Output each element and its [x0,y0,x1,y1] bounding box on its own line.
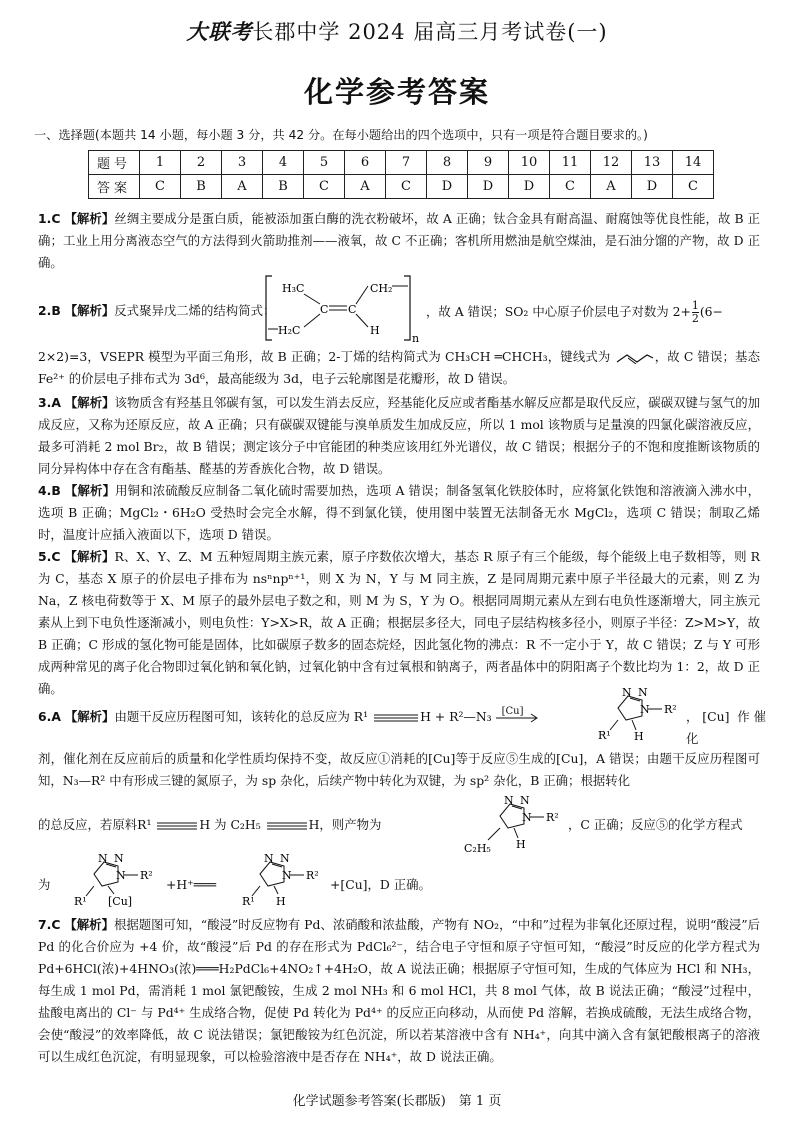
h-bottom-label: H [370,324,380,337]
n-label: N [282,869,292,882]
answer-cell: A [222,175,263,199]
question-text: R、X、Y、Z、M 五种短周期主族元素，原子序数依次增大，基态 R 原子有三个能级，每个能级上电子数相等，则 R 为 C，基态 X 原子的价层电子排布为 nsⁿnpⁿ⁺¹，则 X 为 N，Y 与 M 同主族，Z 是同周期元素中原子半径最大的元素，则 Z 为 Na，Z 核电荷数等于 X、M 原子的最外层电子数之和，则 M 为 S，Y 为 O。根据同周期元素从左到右电负性逐渐增大，同主族元素从上到下电负性逐渐减小，则电负性：Y>X>R，故 A 正确；根据层多径大，同电子层结构核多径小，则原子半径：Z>M>Y，故 B 正确；C 形成的氢化物可能是固体，比如碳原子数多的固态烷烃，因此氢化物的沸点：R 不一定小于 Y，故 C 错误；Z 与 Y 可形成两种常见的离子化合物即过氧化钠和氧化钠，过氧化钠中含有过氧根和钠离子，两者晶体中的阴阳离子个数比均为 1：2，故 D 正确。 [38,549,760,696]
r2-label: R² [306,869,319,882]
h3c-top-label: H₃C [282,282,305,295]
cu-label: [Cu] [108,895,133,908]
question-2-body [38,346,760,390]
question-number-cell: 6 [345,151,386,175]
page-footer: 化学试题参考答案(长郡版) 第 1 页 [292,1094,502,1109]
question-6-line4-end [330,874,530,896]
r1-label: R¹ [242,895,255,908]
n-label: N [504,794,514,807]
question-text: (6− [699,304,723,319]
question-number-cell: 13 [632,151,673,175]
row-label: 答案 [89,175,140,199]
question-number: 3.A [38,395,61,410]
question-text: ，[Cu] 作催化 [686,709,766,746]
triazole-cu-intermediate-structure [64,848,164,908]
question-7 [38,914,760,1068]
n-subscript: n [412,332,420,344]
n-label: N [522,811,532,824]
h-label: H [634,730,644,742]
answer-table [88,150,714,199]
answer-cell: C [304,175,345,199]
question-text: 由题干反应历程图可知，该转化的总反应为 R¹ [114,709,369,724]
question-4 [38,480,760,546]
c-left-label: C [320,303,329,316]
answer-cell: C [550,175,591,199]
answer-cell: C [140,175,181,199]
h2c-bottom-label: H₂C [278,324,301,337]
arrow-icon [496,711,540,725]
question-number-cell: 1 [140,151,181,175]
question-6-line3-cont [568,814,768,836]
r1-label: R¹ [598,729,611,742]
question-number: 5.C [38,549,61,564]
n-label: N [280,852,290,865]
question-number-cell: 12 [591,151,632,175]
triple-bond-icon [265,821,309,831]
exam-header [0,16,794,46]
question-number-cell: 11 [550,151,591,175]
question-number-cell: 4 [263,151,304,175]
h-label: H [276,895,286,908]
question-2-cont [426,300,766,325]
fraction [692,300,699,325]
question-text: ，故 A 错误；SO₂ 中心原子价层电子对数为 2+ [426,304,691,319]
question-5 [38,546,760,700]
fraction-numerator: 1 [691,299,699,312]
n-label: N [98,852,108,865]
question-text: H + R²—N₃ [420,709,492,724]
n-label: N [114,852,124,865]
triazole-product-structure-1 [588,686,684,742]
catalyst-label: [Cu] [501,705,524,717]
question-text: ，故 C 错误；基态 Fe²⁺ 的价层电子排布式为 3d⁶，最高能级为 3d，电子云轮廓图是花瓣形，故 D 错误。 [38,349,760,386]
triple-bond-icon [155,821,199,831]
question-number: 2.B [38,303,61,318]
polyisoprene-structure [262,272,422,344]
question-number: 6.A [38,709,61,724]
answer-cell: D [509,175,550,199]
n-label: N [116,869,126,882]
answer-cell: A [591,175,632,199]
table-row [89,175,714,199]
question-number-cell: 3 [222,151,263,175]
question-number-cell: 14 [673,151,714,175]
n-label: N [622,686,632,699]
question-text: H，则产物为 [308,817,382,832]
question-number: 1.C [38,211,61,226]
analysis-tag: 【解析】 [64,917,114,932]
question-text: 为 [38,877,51,892]
question-text: H 为 C₂H₅ [199,817,261,832]
question-text: 丝绸主要成分是蛋白质，能被添加蛋白酶的洗衣粉破坏，故 A 正确；钛合金具有耐高温、耐腐蚀等优良性能，故 B 正确；工业上用分离液态空气的方法得到火箭助推剂——液氧，故 C 不正确；客机所用燃油是航空煤油，是石油分馏的产物，故 D 正确。 [38,211,760,270]
analysis-tag: 【解析】 [64,549,115,564]
question-6-cont [686,706,766,750]
analysis-tag: 【解析】 [64,211,115,226]
answer-cell: D [632,175,673,199]
question-text: 反式聚异戊二烯的结构简式： [114,303,276,318]
page-title: 化学参考答案 [303,75,490,109]
answer-cell: B [181,175,222,199]
question-1 [38,208,760,274]
c-right-label: C [348,303,357,316]
triazole-product-structure-3 [240,848,330,908]
c2h5-label: C₂H₅ [464,842,491,855]
n-label: N [264,852,274,865]
question-text: 剂，催化剂在反应前后的质量和化学性质均保持不变，故反应①消耗的[Cu]等于反应⑤生成的[Cu]，A 错误；由题干反应历程图可知，N₃—R² 中有形成三键的氮原子，为 sp 杂化，后续产物中转化为双键，为 sp² 杂化，B 正确；根据转化 [38,751,760,788]
analysis-tag: 【解析】 [64,483,116,498]
question-number-cell: 5 [304,151,345,175]
fraction-denominator: 2 [691,312,699,325]
answer-cell: D [427,175,468,199]
answer-cell: B [263,175,304,199]
exam-name: 长郡中学 2024 届高三月考试卷(一) [252,20,608,44]
question-6-line4-mid [166,874,246,896]
bond-line-formula-icon [615,352,655,364]
n-label: N [640,703,650,716]
question-text: +[Cu]，D 正确。 [330,877,431,892]
reaction-arrow [496,705,540,725]
answer-cell: C [673,175,714,199]
n-label: N [638,686,648,699]
question-number-cell: 10 [509,151,550,175]
triple-bond-icon [372,713,420,723]
question-number-cell: 8 [427,151,468,175]
h-label: H [516,838,526,851]
question-number-cell: 2 [181,151,222,175]
answer-cell: C [386,175,427,199]
analysis-tag: 【解析】 [64,395,115,410]
n-label: N [520,794,530,807]
question-3 [38,392,760,480]
question-text: 的总反应，若原料R¹ [38,817,152,832]
question-text: ，C 正确；反应⑤的化学方程式 [568,817,743,832]
question-number: 7.C [38,917,61,932]
analysis-tag: 【解析】 [64,303,115,318]
r2-label: R² [546,811,559,824]
question-text: 该物质含有羟基且邻碳有氢，可以发生消去反应，羟基能化反应或者酯基水解反应都是取代反应，碳碳双键与氢气的加成反应，又称为还原反应，故 A 正确；只有碳碳双键能与溴单质发生加成反应，所以 1 mol 该物质与足量溴的四氯化碳溶液反应，最多可消耗 2 mol Br₂，故 B 错误；测定该分子中官能团的种类应该用红外光谱仪，故 C 错误；根据分子的不饱和度推断该物质的同分异构体中存在含有酯基、醛基的芳香族化合物，故 D 错误。 [38,395,760,476]
question-text: 根据题图可知，“酸浸”时反应物有 Pd、浓硝酸和浓盐酸，产物有 NO₂，“中和”过程为非氧化还原过程，说明“酸浸”后 Pd 的化合价应为 +4 价，故“酸浸”后 Pd 的存在形式为 PdCl₆²⁻，结合电子守恒和原子守恒可知，“酸浸”时反应的化学方程式为 Pd+6HCl(浓)+4HNO₃(浓)═══H₂PdCl₆+4NO₂↑+4H₂O，故 A 说法正确；根据原子守恒可知，生成的气体应为 HCl 和 NH₃，每生成 1 mol Pd，需消耗 1 mol 氯钯酸铵，生成 2 mol NH₃ 和 6 mol HCl，共 8 mol 气体，故 B 说法正确；“酸浸”过程中，盐酸电离出的 Cl⁻ 与 Pd⁴⁺ 生成络合物，促使 Pd 转化为 Pd⁴⁺ 的反应正向移动，从而使 Pd 溶解，若换成硫酸，无法生成络合物，会使“酸浸”的效率降低，故 C 说法错误；氯钯酸铵为红色沉淀，所以若某溶液中含有 NH₄⁺，向其中滴入含有氯钯酸根离子的溶液可以生成红色沉淀，有明显现象，可以检验溶液中是否存在 NH₄⁺，故 D 说法正确。 [38,917,760,1064]
r2-label: R² [140,869,153,882]
question-text: +H⁺═══ [166,877,217,892]
table-row [89,151,714,175]
triazole-product-structure-2 [458,792,566,856]
question-text: 2×2)=3，VSEPR 模型为平面三角形，故 B 正确；2-丁烯的结构简式为 CH₃CH ═CHCH₃，键线式为 [38,349,611,364]
r2-label: R² [664,703,677,716]
question-text: 用铜和浓硫酸反应制备二氧化硫时需要加热，选项 A 错误；制备氢氧化铁胶体时，应将氯化铁饱和溶液滴入沸水中，选项 B 正确；MgCl₂・6H₂O 受热时会完全水解，得不到氯化镁，使用图中装置无法制备无水 MgCl₂，选项 C 错误；制取乙烯时，温度计应插入液面以下，选项 D 错误。 [38,483,760,542]
row-label: 题号 [89,151,140,175]
answer-cell: D [468,175,509,199]
answer-cell: A [345,175,386,199]
question-number: 4.B [38,483,61,498]
ch2-top-label: CH₂ [370,282,393,295]
question-6-body [38,748,760,792]
question-number-cell: 9 [468,151,509,175]
question-number-cell: 7 [386,151,427,175]
analysis-tag: 【解析】 [64,709,115,724]
section-heading: 一、选择题(本题共 14 小题，每小题 3 分，共 42 分。在每小题给出的四个选项中，只有一项是符合题目要求的。) [34,128,648,142]
brand-logo-text: 大联考 [186,21,253,44]
r1-label: R¹ [74,895,87,908]
